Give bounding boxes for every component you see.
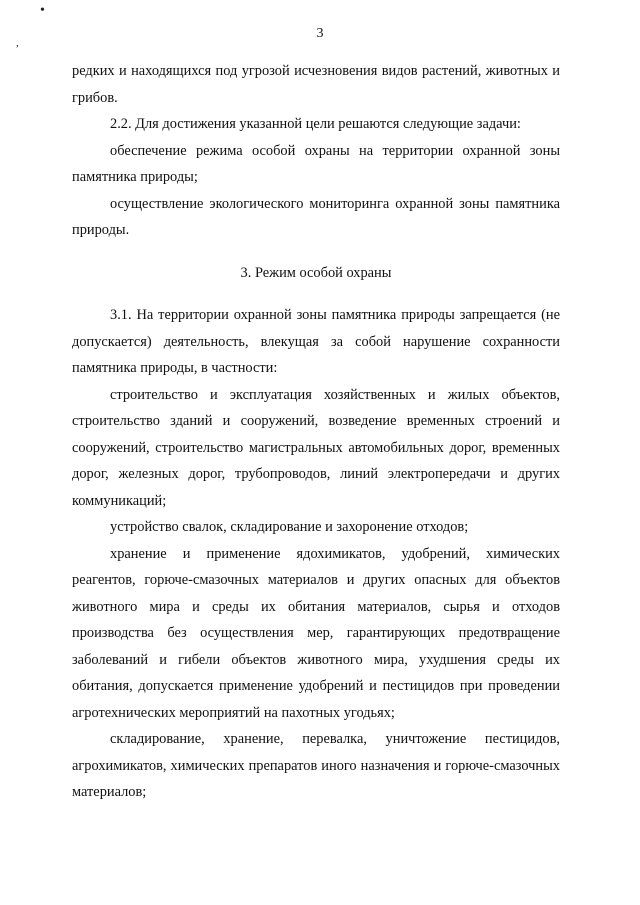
- paragraph: устройство свалок, складирование и захоронение отходов;: [110, 519, 469, 535]
- document-body: [72, 58, 560, 806]
- paragraph: 3.1. На территории охранной зоны памятника природы запрещается (не допускается) деятельность, влекущая за собой нарушение сохранности памятника природы, в частности:: [72, 307, 560, 376]
- paragraph: редких и находящихся под угрозой исчезновения видов растений, животных и грибов.: [72, 63, 560, 106]
- paragraph: осуществление экологического мониторинга охранной зоны памятника природы.: [72, 195, 560, 238]
- paragraph: складирование, хранение, перевалка, уничтожение пестицидов, агрохимикатов, химических препаратов иного назначения и горюче-смазочных материалов;: [72, 731, 560, 800]
- section-3-text: [72, 302, 560, 806]
- paragraph: строительство и эксплуатация хозяйственных и жилых объектов, строительство зданий и сооружений, возведение временных строений и сооружений, строительство магистральных автомобильных дорог, временных дорог, железных дорог, трубопроводов, линий электропередачи и других коммуникаций;: [72, 386, 560, 509]
- scan-tick-mark: ,: [16, 37, 19, 49]
- paragraph: 2.2. Для достижения указанной цели решаются следующие задачи:: [110, 116, 521, 132]
- paragraph: обеспечение режима особой охраны на территории охранной зоны памятника природы;: [72, 142, 560, 185]
- section-heading: 3. Режим особой охраны: [240, 264, 392, 281]
- scan-speck-mark: •: [40, 3, 45, 18]
- paragraph: хранение и применение ядохимикатов, удобрений, химических реагентов, горюче-смазочных материалов и других опасных для объектов животного мира и среды их обитания материалов, сырья и отходов производства без осуществления мер, гарантирующих предотвращение заболеваний и гибели объектов животного мира, ухудшения среды их обитания, допускается применение удобрений и пестицидов при проведении агротехнических мероприятий на пахотных угодьях;: [72, 545, 560, 721]
- page-number: 3: [316, 26, 324, 41]
- section-2-text: [72, 58, 560, 244]
